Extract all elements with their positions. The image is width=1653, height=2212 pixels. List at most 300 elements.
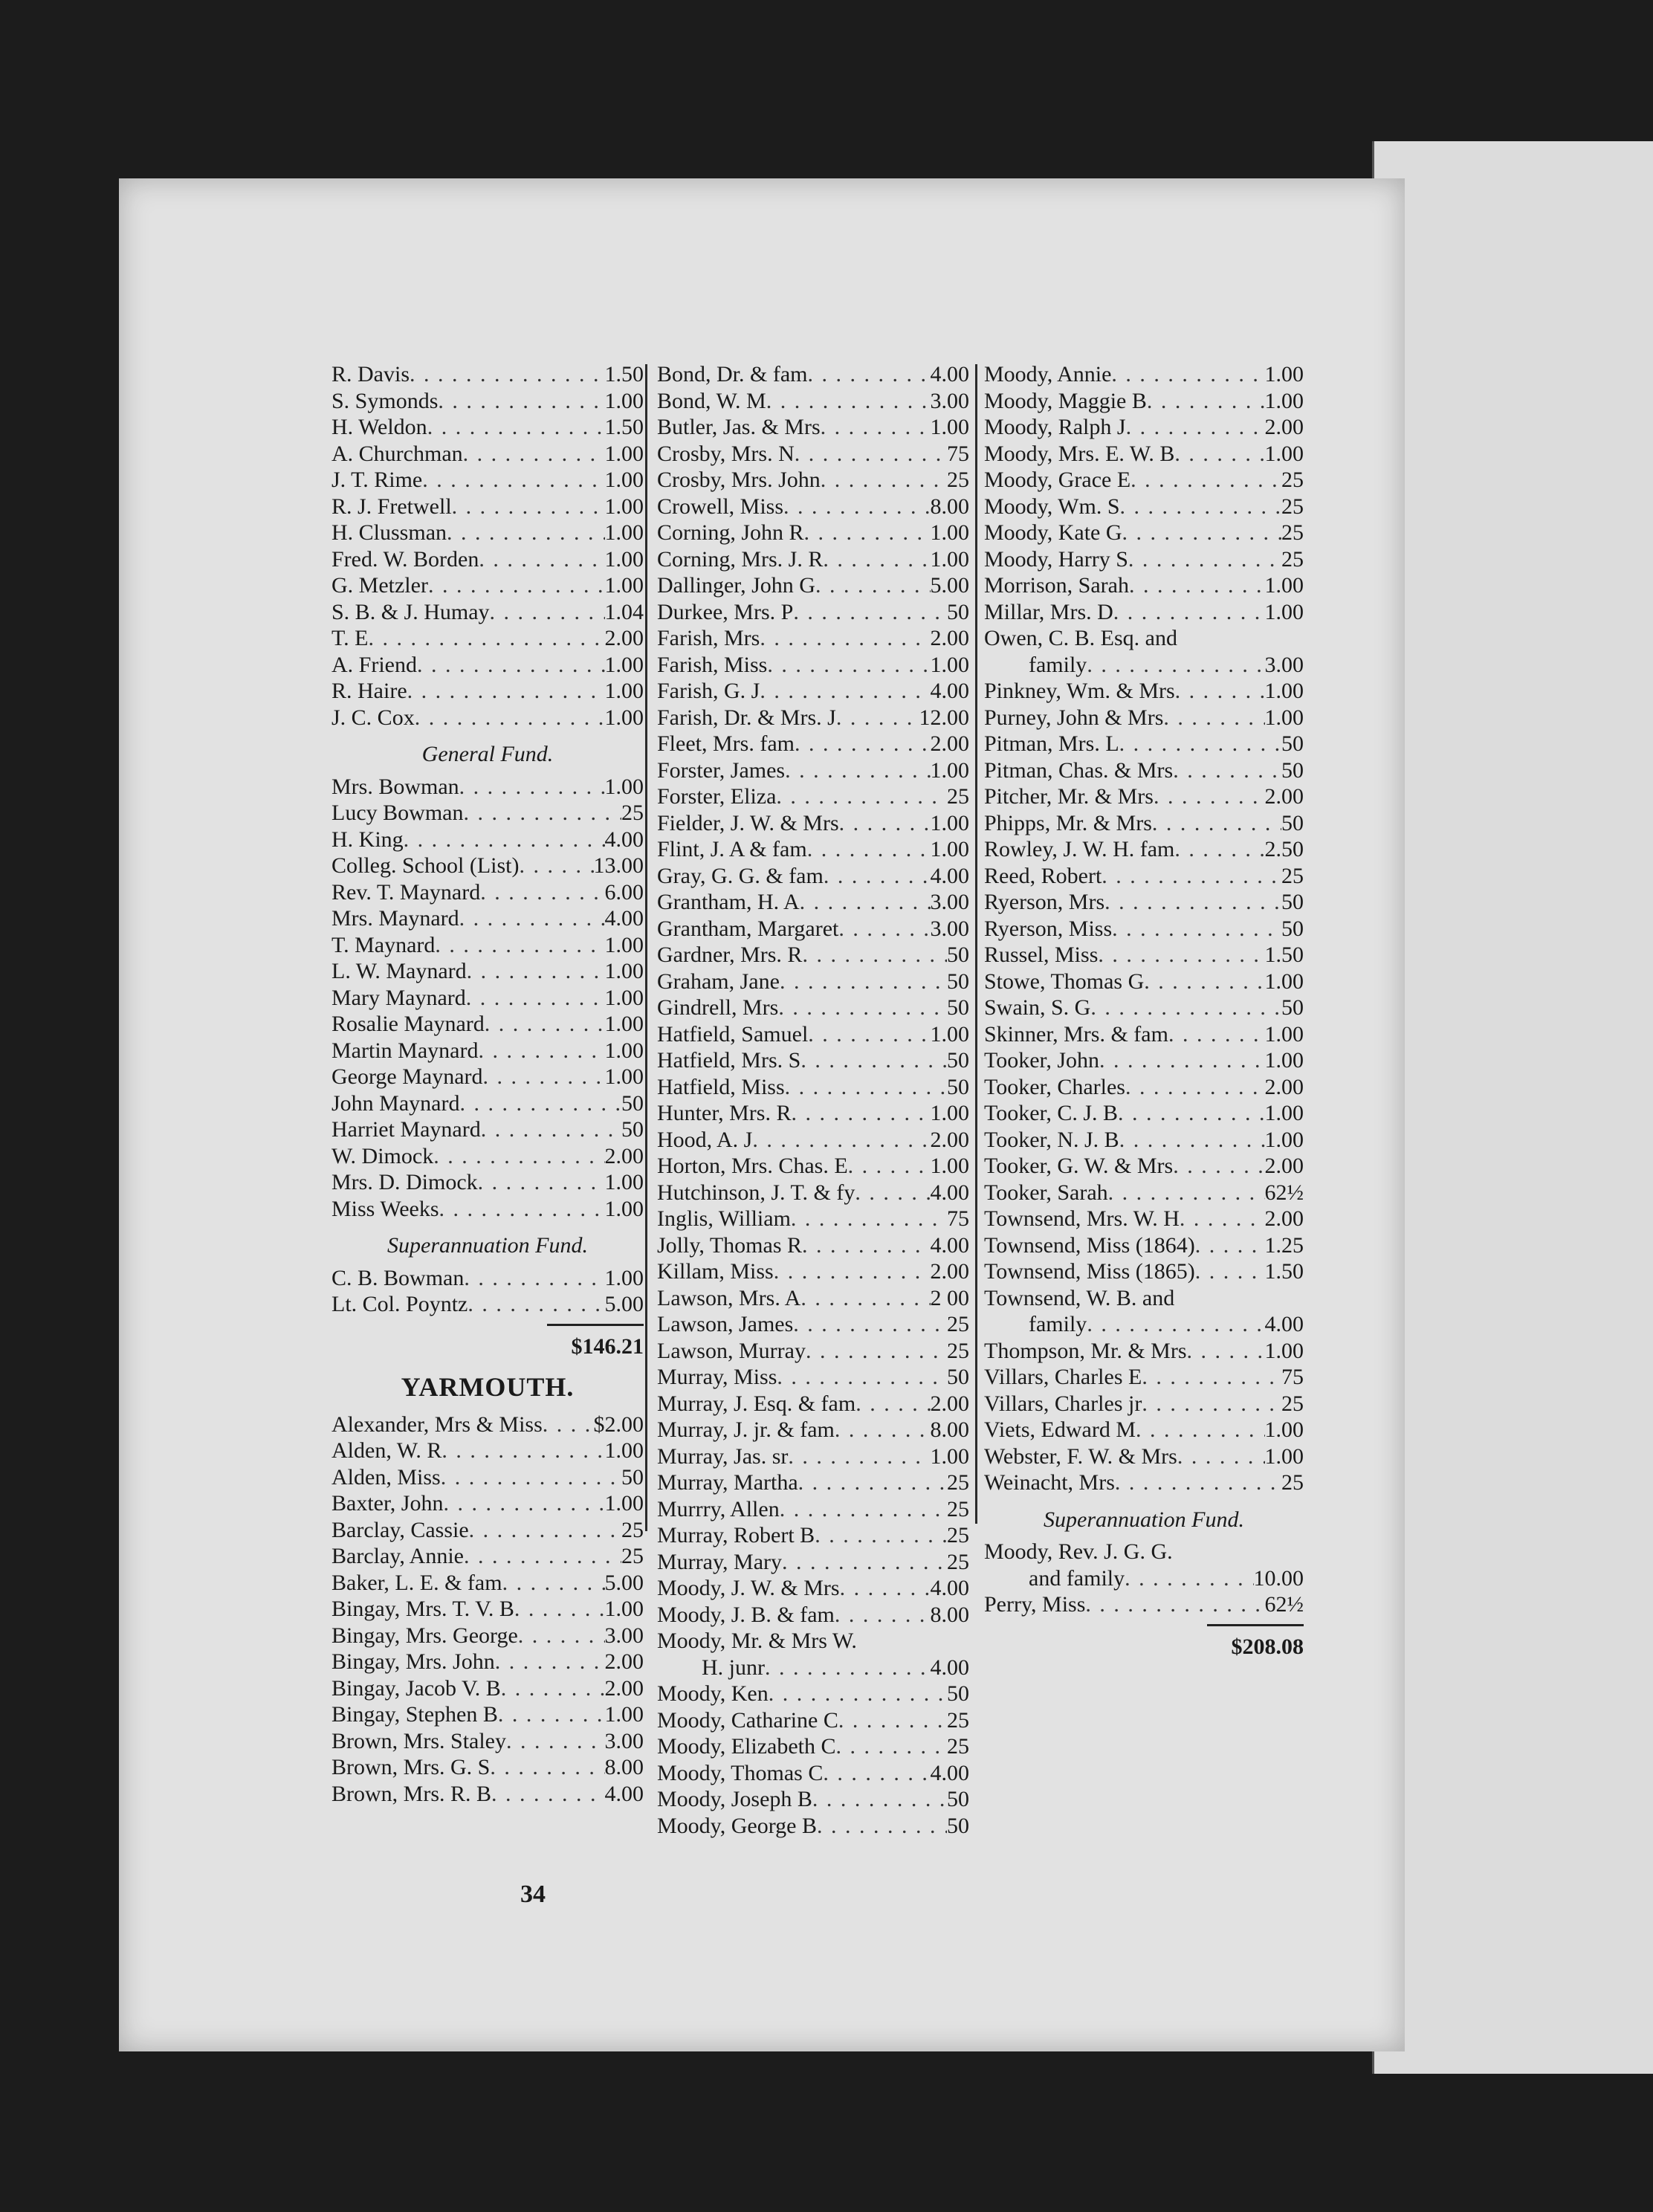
dot-leader xyxy=(433,1143,604,1170)
list-entry xyxy=(331,388,644,415)
entry-amount: 1.00 xyxy=(604,1491,644,1516)
entry-amount: 1.25 xyxy=(1264,1232,1304,1258)
entry-name: Moody, Thomas C xyxy=(657,1760,824,1785)
contributor-list xyxy=(657,361,969,1839)
entry-name: Tooker, G. W. & Mrs xyxy=(984,1154,1174,1178)
entry-name: Mrs. Maynard xyxy=(331,906,459,931)
entry-amount: 1.00 xyxy=(604,774,644,799)
dot-leader xyxy=(543,1411,594,1438)
column-divider xyxy=(645,364,647,1531)
dot-leader xyxy=(788,1443,930,1470)
list-entry xyxy=(657,1100,969,1127)
entry-name: J. C. Cox xyxy=(331,705,415,730)
list-entry xyxy=(984,1258,1304,1285)
entry-amount: 25 xyxy=(621,801,644,825)
list-entry xyxy=(331,705,644,731)
list-entry xyxy=(331,1196,644,1223)
entry-name: R. J. Fretwell xyxy=(331,494,452,519)
entry-name: Alden, W. R xyxy=(331,1438,442,1463)
entry-amount: 1.00 xyxy=(604,705,644,730)
entry-amount: 50 xyxy=(947,1048,969,1073)
entry-amount: 1.00 xyxy=(604,1597,644,1621)
entry-name: Lawson, Mrs. A xyxy=(657,1285,801,1310)
entry-name: Martin Maynard xyxy=(331,1038,479,1063)
entry-name: Forster, James xyxy=(657,757,786,783)
column-2 xyxy=(657,361,969,1839)
entry-name: S. Symonds xyxy=(331,388,439,413)
dot-leader xyxy=(823,546,930,573)
list-entry xyxy=(657,625,969,652)
list-entry xyxy=(331,800,644,827)
dot-leader xyxy=(435,932,604,959)
dot-leader xyxy=(795,731,931,757)
entry-amount: 1.00 xyxy=(604,1702,644,1727)
entry-amount: 2.00 xyxy=(604,1675,644,1701)
entry-amount: 25 xyxy=(947,1734,969,1759)
entry-name: C. B. Bowman xyxy=(331,1265,465,1290)
list-entry xyxy=(984,1206,1304,1232)
dot-leader xyxy=(466,985,605,1012)
list-entry xyxy=(657,1786,969,1813)
entry-name: Moody, Wm. S xyxy=(984,494,1120,519)
entry-amount: 2.00 xyxy=(930,1127,969,1152)
entry-name: Bingay, Stephen B xyxy=(331,1702,498,1727)
entry-amount: 25 xyxy=(1281,1470,1304,1495)
dot-leader xyxy=(836,1733,947,1760)
entry-amount: 1.00 xyxy=(930,1154,969,1178)
entry-amount: 5.00 xyxy=(604,1570,644,1595)
entry-amount: 1.00 xyxy=(930,1101,969,1125)
list-entry xyxy=(657,1258,969,1285)
list-entry xyxy=(657,572,969,599)
entry-amount: 50 xyxy=(621,1090,644,1116)
list-entry xyxy=(331,1543,644,1570)
list-entry xyxy=(984,361,1304,388)
entry-name: Swain, S. G xyxy=(984,995,1091,1020)
entry-name: Tooker, John xyxy=(984,1048,1100,1073)
entry-name: Moody, Kate G xyxy=(984,520,1122,545)
list-entry xyxy=(984,863,1304,890)
dot-leader xyxy=(491,1781,604,1808)
entry-name: Bingay, Mrs. T. V. B xyxy=(331,1597,514,1621)
list-entry xyxy=(331,1623,644,1649)
dot-leader xyxy=(502,1570,605,1597)
entry-name: Lawson, Murray xyxy=(657,1338,806,1363)
dot-leader xyxy=(855,1180,930,1206)
entry-name: Grantham, H. A xyxy=(657,890,800,914)
list-entry xyxy=(657,757,969,784)
entry-amount: 50 xyxy=(947,942,969,967)
dot-leader xyxy=(1090,995,1281,1021)
entry-amount: 1.00 xyxy=(604,1196,644,1221)
list-entry xyxy=(331,985,644,1012)
dot-leader xyxy=(815,572,931,599)
dot-leader xyxy=(514,1596,605,1623)
list-entry xyxy=(331,414,644,441)
dot-leader xyxy=(835,1417,931,1443)
entry-name: Horton, Mrs. Chas. E xyxy=(657,1154,848,1178)
entry-name: Jolly, Thomas R xyxy=(657,1232,803,1258)
dot-leader xyxy=(1122,520,1281,546)
list-entry xyxy=(331,1517,644,1544)
entry-name: Lawson, James xyxy=(657,1312,794,1336)
dot-leader xyxy=(766,388,931,415)
entry-name: Townsend, Mrs. W. H xyxy=(984,1206,1180,1231)
entry-amount: 1.00 xyxy=(930,757,969,783)
list-entry xyxy=(657,1047,969,1074)
dot-leader xyxy=(821,414,931,441)
dot-leader xyxy=(1120,494,1281,520)
entry-amount: 25 xyxy=(1281,546,1304,572)
dot-leader xyxy=(1168,1021,1265,1048)
entry-name: T. Maynard xyxy=(331,932,436,957)
entry-name: Perry, Miss xyxy=(984,1592,1086,1617)
entry-name: Reed, Robert xyxy=(984,863,1102,888)
entry-name: George Maynard xyxy=(331,1064,483,1089)
entry-name: Moody, Harry S xyxy=(984,546,1128,572)
dot-leader xyxy=(1087,1311,1264,1338)
list-entry xyxy=(984,652,1304,679)
entry-amount: 1.00 xyxy=(604,985,644,1010)
entry-amount: 8.00 xyxy=(930,1602,969,1627)
entry-name: H. King xyxy=(331,827,404,852)
entry-name: Crowell, Miss xyxy=(657,494,784,519)
dot-leader xyxy=(427,414,605,441)
entry-amount: 1.00 xyxy=(930,1021,969,1047)
entry-amount: 25 xyxy=(1281,494,1304,519)
entry-name: Moody, Maggie B xyxy=(984,388,1147,413)
entry-name: Hatfield, Miss xyxy=(657,1074,785,1099)
dot-leader xyxy=(479,546,604,573)
entry-name: Tooker, Sarah xyxy=(984,1180,1108,1205)
list-entry xyxy=(984,783,1304,810)
entry-amount: 25 xyxy=(947,1312,969,1336)
dot-leader xyxy=(1099,1047,1264,1074)
entry-name: Gardner, Mrs. R xyxy=(657,942,803,967)
entry-amount: 1.04 xyxy=(604,599,644,624)
list-entry xyxy=(657,1522,969,1549)
list-entry xyxy=(331,827,644,853)
entry-amount: 2 00 xyxy=(930,1285,969,1310)
town-heading: YARMOUTH. xyxy=(401,1372,575,1402)
entry-name: Moody, George B xyxy=(657,1813,817,1838)
entry-name: Ryerson, Mrs xyxy=(984,890,1105,914)
entry-name: H. Clussman xyxy=(331,520,447,545)
entry-amount: 50 xyxy=(947,1074,969,1099)
dot-leader xyxy=(752,1127,930,1154)
dot-leader xyxy=(1112,916,1281,942)
entry-name: Durkee, Mrs. P xyxy=(657,599,794,624)
entry-amount: 1.00 xyxy=(930,837,969,861)
entry-amount: 50 xyxy=(947,599,969,624)
entry-amount: 1.00 xyxy=(1264,1338,1304,1363)
list-entry xyxy=(657,520,969,546)
dot-leader xyxy=(800,889,931,916)
list-entry xyxy=(984,1364,1304,1391)
entry-name: T. E xyxy=(331,626,369,650)
entry-name: Gray, G. G. & fam xyxy=(657,863,824,888)
list-entry xyxy=(657,810,969,837)
list-entry xyxy=(657,1232,969,1259)
entry-name: Farish, Miss xyxy=(657,652,768,677)
entry-name: Thompson, Mr. & Mrs xyxy=(984,1338,1187,1363)
list-entry xyxy=(657,678,969,705)
entry-amount: 62½ xyxy=(1264,1592,1304,1617)
list-entry xyxy=(657,414,969,441)
entry-amount: 1.00 xyxy=(604,1265,644,1290)
entry-amount: 1.00 xyxy=(930,415,969,439)
dot-leader xyxy=(806,1338,947,1365)
list-entry xyxy=(331,774,644,801)
entry-amount: 50 xyxy=(947,995,969,1020)
entry-amount: 50 xyxy=(621,1464,644,1490)
dot-leader xyxy=(1104,889,1281,916)
list-entry xyxy=(984,625,1304,652)
entry-amount: 50 xyxy=(1281,810,1304,835)
list-entry xyxy=(657,1655,969,1681)
entry-name: Barclay, Annie xyxy=(331,1544,464,1568)
dot-leader xyxy=(760,625,930,652)
dot-leader xyxy=(855,1391,930,1417)
entry-amount: 25 xyxy=(1281,468,1304,492)
dot-leader xyxy=(452,494,605,520)
dot-leader xyxy=(1126,414,1265,441)
entry-name: Murray, J. jr. & fam xyxy=(657,1417,835,1442)
list-entry xyxy=(657,836,969,863)
list-entry xyxy=(657,1733,969,1760)
entry-name: Crosby, Mrs. N xyxy=(657,441,795,466)
entry-name: Colleg. School (List) xyxy=(331,853,520,878)
entry-name: Pitman, Mrs. L xyxy=(984,731,1119,756)
entry-name: Stowe, Thomas G xyxy=(984,968,1145,994)
entry-amount: 2.00 xyxy=(930,1391,969,1416)
list-entry xyxy=(657,1021,969,1048)
dot-leader xyxy=(441,1464,621,1491)
entry-name: Murray, Mary xyxy=(657,1549,783,1574)
list-entry xyxy=(984,1285,1304,1312)
entry-name: Alexander, Mrs & Miss xyxy=(331,1411,543,1437)
dot-leader xyxy=(793,1311,947,1338)
list-entry xyxy=(984,1021,1304,1048)
dot-leader xyxy=(1142,1391,1281,1417)
entry-name: Webster, F. W. & Mrs xyxy=(984,1443,1177,1469)
entry-name: Fleet, Mrs. fam xyxy=(657,731,795,756)
column-3 xyxy=(984,361,1304,1660)
entry-name: Farish, G. J xyxy=(657,679,760,703)
entry-name: Pitman, Chas. & Mrs xyxy=(984,757,1174,783)
contributor-list xyxy=(331,361,644,731)
dot-leader xyxy=(1174,836,1264,863)
list-entry xyxy=(657,1180,969,1206)
entry-name: Farish, Mrs xyxy=(657,626,760,650)
entry-amount: 2.50 xyxy=(1264,837,1304,861)
entry-name: Bingay, Mrs. John xyxy=(331,1649,495,1674)
dot-leader xyxy=(443,1490,604,1517)
entry-amount: 1.00 xyxy=(1264,362,1304,387)
dot-leader xyxy=(463,800,621,827)
entry-amount: 1.00 xyxy=(604,573,644,598)
list-entry xyxy=(331,1143,644,1170)
section-heading-superannuation: Superannuation Fund. xyxy=(387,1233,588,1258)
entry-name: Moody, Elizabeth C xyxy=(657,1734,836,1759)
list-entry xyxy=(657,441,969,468)
entry-name: Lucy Bowman xyxy=(331,801,464,825)
dot-leader xyxy=(778,995,947,1021)
list-entry xyxy=(331,572,644,599)
dot-leader xyxy=(447,520,604,546)
dot-leader xyxy=(1173,757,1281,784)
entry-name: L. W. Maynard xyxy=(331,959,467,983)
entry-amount: 25 xyxy=(947,1496,969,1521)
list-entry xyxy=(984,1338,1304,1365)
entry-name: Villars, Charles E xyxy=(984,1365,1142,1389)
list-entry xyxy=(657,1681,969,1707)
list-entry xyxy=(657,494,969,520)
entry-name: Baxter, John xyxy=(331,1491,444,1516)
entry-name: J. T. Rime xyxy=(331,468,423,492)
entry-name: Moody, Mr. & Mrs W. xyxy=(657,1629,857,1653)
entry-amount: 8.00 xyxy=(930,494,969,519)
dot-leader xyxy=(1173,1153,1264,1180)
list-entry xyxy=(984,1127,1304,1154)
dot-leader xyxy=(485,1011,605,1038)
entry-amount: 1.00 xyxy=(604,546,644,572)
entry-amount: 50 xyxy=(1281,916,1304,941)
entry-name: Harriet Maynard xyxy=(331,1117,481,1142)
entry-amount: 1.00 xyxy=(1264,599,1304,624)
list-entry xyxy=(657,1469,969,1496)
entry-amount: 75 xyxy=(947,441,969,466)
entry-amount: 3.00 xyxy=(1264,652,1304,677)
dot-leader xyxy=(840,1575,931,1602)
list-entry xyxy=(657,1074,969,1101)
list-entry xyxy=(331,1064,644,1090)
list-entry xyxy=(984,678,1304,705)
entry-amount: 1.50 xyxy=(604,362,644,387)
entry-name: Townsend, Miss (1864) xyxy=(984,1232,1195,1258)
entry-name: Weinacht, Mrs xyxy=(984,1470,1115,1495)
list-entry xyxy=(331,1169,644,1196)
general-fund-list xyxy=(331,774,644,1223)
entry-amount: 1.00 xyxy=(930,1443,969,1469)
entry-amount: 4.00 xyxy=(930,1760,969,1785)
section-heading-general-fund: General Fund. xyxy=(421,742,554,766)
dot-leader xyxy=(776,783,947,810)
entry-amount: 1.00 xyxy=(604,679,644,703)
entry-amount: 1.50 xyxy=(604,415,644,439)
entry-name: Grantham, Margaret xyxy=(657,916,839,941)
entry-amount: 1.50 xyxy=(1264,942,1304,967)
dot-leader xyxy=(1111,361,1264,388)
list-entry xyxy=(657,995,969,1021)
entry-name: Skinner, Mrs. & fam xyxy=(984,1021,1168,1047)
dot-leader xyxy=(821,467,947,494)
section-total: $146.21 xyxy=(571,1333,644,1359)
list-entry xyxy=(331,1438,644,1464)
list-entry xyxy=(657,1153,969,1180)
entry-amount: 1.00 xyxy=(1264,573,1304,598)
list-entry xyxy=(657,652,969,679)
dot-leader xyxy=(1087,652,1264,679)
dot-leader xyxy=(464,1543,621,1570)
dot-leader xyxy=(404,827,605,853)
dot-leader xyxy=(410,361,605,388)
list-entry xyxy=(984,1311,1304,1338)
dot-leader xyxy=(802,1232,930,1259)
dot-leader xyxy=(464,1265,604,1292)
entry-name: Moody, Ken xyxy=(657,1681,769,1706)
entry-name: Rosalie Maynard xyxy=(331,1012,485,1036)
entry-amount: 1.00 xyxy=(1264,1101,1304,1125)
dot-leader xyxy=(1174,441,1264,468)
entry-amount: 25 xyxy=(947,1549,969,1574)
entry-amount: 25 xyxy=(947,784,969,809)
dot-leader xyxy=(481,1116,621,1143)
list-entry xyxy=(657,1285,969,1312)
list-entry xyxy=(657,1628,969,1655)
entry-amount: 1.00 xyxy=(1264,388,1304,413)
entry-amount: 3.00 xyxy=(930,890,969,914)
entry-amount: 1.00 xyxy=(604,468,644,492)
entry-name: Mrs. Bowman xyxy=(331,774,459,799)
dot-leader xyxy=(783,494,930,520)
list-entry xyxy=(657,968,969,995)
list-entry xyxy=(984,414,1304,441)
entry-amount: 4.00 xyxy=(930,863,969,888)
dot-leader xyxy=(812,1786,947,1813)
dot-leader xyxy=(774,1258,931,1285)
entry-amount: 4.00 xyxy=(930,362,969,387)
contributor-list xyxy=(984,361,1304,1496)
entry-amount: 2.00 xyxy=(604,626,644,650)
entry-name: Graham, Jane xyxy=(657,968,780,994)
list-entry xyxy=(657,1707,969,1734)
entry-name: Gindrell, Mrs xyxy=(657,995,779,1020)
entry-amount: 1.00 xyxy=(1264,1048,1304,1073)
dot-leader xyxy=(838,916,930,942)
list-entry xyxy=(331,1701,644,1728)
entry-amount: 4.00 xyxy=(1264,1312,1304,1336)
dot-leader xyxy=(506,1728,605,1755)
entry-amount: 4.00 xyxy=(930,1180,969,1205)
entry-name: Rev. T. Maynard xyxy=(331,879,481,905)
entry-name: Dallinger, John G xyxy=(657,573,815,598)
list-entry xyxy=(984,1100,1304,1127)
list-entry xyxy=(331,1038,644,1064)
entry-amount: 25 xyxy=(1281,1391,1304,1416)
entry-amount: 4.00 xyxy=(930,1655,969,1680)
entry-amount: 4.00 xyxy=(930,1232,969,1258)
list-entry xyxy=(984,836,1304,863)
dot-leader xyxy=(800,1047,947,1074)
total-rule xyxy=(1207,1624,1304,1626)
entry-amount: 1.00 xyxy=(1264,1127,1304,1152)
dot-leader xyxy=(1085,1591,1264,1618)
entry-amount: 4.00 xyxy=(604,906,644,931)
list-entry xyxy=(657,1127,969,1154)
list-entry xyxy=(331,625,644,652)
entry-name: Bingay, Mrs. George xyxy=(331,1623,518,1648)
section-heading-superannuation: Superannuation Fund. xyxy=(1044,1507,1244,1532)
entry-amount: 1.00 xyxy=(604,388,644,413)
dot-leader xyxy=(823,1760,930,1787)
dot-leader xyxy=(780,968,947,995)
entry-name: Tooker, N. J. B xyxy=(984,1127,1119,1152)
entry-name: H. junr xyxy=(702,1655,765,1680)
dot-leader xyxy=(480,879,604,906)
list-entry xyxy=(657,1364,969,1391)
entry-amount: 2.00 xyxy=(604,1649,644,1674)
